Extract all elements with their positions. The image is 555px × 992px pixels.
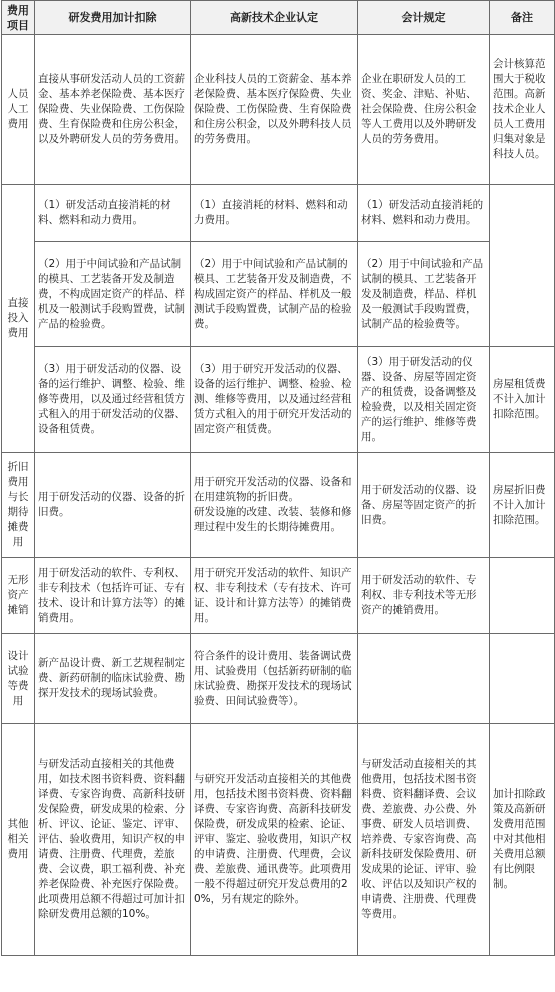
header-accounting-rules: 会计规定: [358, 1, 490, 35]
direct-3-rd: （3）用于研发活动的仪器、设备的运行维护、调整、检验、维修等费用，以及通过经营租赁方式租入的用于研发活动的仪器、设备租赁费。: [35, 347, 191, 453]
direct-2-rd: （2）用于中间试验和产品试制的模具、工艺装备开发及制造费，不构成固定资产的样品、样机及一般测试手段购置费，试制产品的检验费。: [35, 242, 191, 347]
row-depreciation: [2, 453, 555, 558]
row-intangible: [2, 558, 555, 634]
direct-1-acct: （1）研发活动直接消耗的材料、燃料和动力费用。: [358, 185, 490, 242]
personnel-note: 会计核算范围大于税收范围。高新技术企业人员人工费用归集对象是科技人员。: [490, 35, 555, 185]
intangible-rd: 用于研发活动的软件、专利权、非专利技术（包括许可证、专有技术、设计和计算方法等）的摊销费用。: [35, 558, 191, 634]
header-rd-deduction: 研发费用加计扣除: [35, 1, 191, 35]
category-personnel: 人员 人工 费用: [2, 35, 35, 185]
depreciation-note: 房屋折旧费不计入加计扣除范围。: [490, 453, 555, 558]
personnel-acct: 企业在职研发人员的工资、奖金、津贴、补贴、社会保险费、住房公积金等人工费用以及外聘研发人员的劳务费用。: [358, 35, 490, 185]
design-rd: 新产品设计费、新工艺规程制定费、新药研制的临床试验费、勘探开发技术的现场试验费。: [35, 634, 191, 724]
row-direct-1: [2, 185, 555, 242]
direct-1-hnte: （1）直接消耗的材料、燃料和动力费用。: [191, 185, 358, 242]
design-note: [490, 634, 555, 724]
direct-1-2-note: [490, 185, 555, 347]
row-direct-3: [2, 347, 555, 453]
row-other: [2, 724, 555, 956]
design-acct: [358, 634, 490, 724]
comparison-table: [1, 0, 555, 956]
other-acct: 与研发活动直接相关的其他费用，包括技术图书资料费、资料翻译费、会议费、差旅费、办公费、外事费、研发人员培训费、培养费、专家咨询费、高新科技研发保险费用、研发成果的论证、评审、验收、评估以及知识产权的申请费、注册费、代理费等费用。: [358, 724, 490, 956]
other-note: 加计扣除政策及高新研发费用范围中对其他相关费用总额有比例限制。: [490, 724, 555, 956]
intangible-note: [490, 558, 555, 634]
personnel-rd: 直接从事研发活动人员的工资薪金、基本养老保险费、基本医疗保险费、失业保险费、工伤保险费、生育保险费和住房公积金，以及外聘研发人员的劳务费用。: [35, 35, 191, 185]
personnel-hnte: 企业科技人员的工资薪金、基本养老保险费、基本医疗保险费、失业保险费、工伤保险费、生育保险费和住房公积金，以及外聘科技人员的劳务费用。: [191, 35, 358, 185]
direct-1-rd: （1）研发活动直接消耗的材料、燃料和动力费用。: [35, 185, 191, 242]
category-other: 其他 相关 费用: [2, 724, 35, 956]
header-hnte-recognition: 高新技术企业认定: [191, 1, 358, 35]
depreciation-rd: 用于研发活动的仪器、设备的折旧费。: [35, 453, 191, 558]
direct-3-note: 房屋租赁费不计入加计扣除范围。: [490, 347, 555, 453]
other-rd: 与研发活动直接相关的其他费用，如技术图书资料费、资料翻译费、专家咨询费、高新科技研发保险费，研发成果的检索、分析、评议、论证、鉴定、评审、评估、验收费用，知识产权的申请费、注册费、代理费，差旅费、会议费，职工福利费、补充养老保险费、补充医疗保险费。此项费用总额不得超过可加计扣除研发费用总额的10%。: [35, 724, 191, 956]
row-design: [2, 634, 555, 724]
intangible-hnte: 用于研究开发活动的软件、知识产权、非专利技术（专有技术、许可证、设计和计算方法等）的摊销费用。: [191, 558, 358, 634]
depreciation-hnte: 用于研究开发活动的仪器、设备和在用建筑物的折旧费。 研发设施的改建、改装、装修和修理过程中发生的长期待摊费用。: [191, 453, 358, 558]
row-direct-2: [2, 242, 555, 347]
design-hnte: 符合条件的设计费用、装备调试费用、试验费用（包括新药研制的临床试验费、勘探开发技术的现场试验费、田间试验费等）。: [191, 634, 358, 724]
direct-2-acct: （2）用于中间试验和产品试制的模具、工艺装备开发及制造费，样品、样机及一般测试手段购置费，试制产品的检验费等。: [358, 242, 490, 347]
category-depreciation: 折旧 费用 与长 期待 摊费 用: [2, 453, 35, 558]
intangible-acct: 用于研发活动的软件、专利权、非专利技术等无形资产的摊销费用。: [358, 558, 490, 634]
header-cost-item: 费用 项目: [2, 1, 35, 35]
header-row: [2, 1, 555, 35]
direct-3-acct: （3）用于研发活动的仪器、设备、房屋等固定资产的租赁费，设备调整及检验费，以及相关固定资产的运行维护、维修等费用。: [358, 347, 490, 453]
direct-3-hnte: （3）用于研究开发活动的仪器、设备的运行维护、调整、检验、检测、维修等费用，以及通过经营租赁方式租入的用于研究开发活动的固定资产租赁费。: [191, 347, 358, 453]
category-design: 设计 试验 等费 用: [2, 634, 35, 724]
direct-2-hnte: （2）用于中间试验和产品试制的模具、工艺装备开发及制造费，不构成固定资产的样品、样机及一般测试手段购置费，试制产品的检验费。: [191, 242, 358, 347]
header-remarks: 备注: [490, 1, 555, 35]
other-hnte: 与研究开发活动直接相关的其他费用，包括技术图书资料费、资料翻译费、专家咨询费、高新科技研发保险费，研发成果的检索、论证、评审、鉴定、验收费用，知识产权的申请费、注册费、代理费，会议费、差旅费、通讯费等。此项费用一般不得超过研究开发总费用的20%，另有规定的除外。: [191, 724, 358, 956]
category-direct: 直接 投入 费用: [2, 185, 35, 453]
category-intangible: 无形 资产 摊销: [2, 558, 35, 634]
row-personnel: [2, 35, 555, 185]
depreciation-acct: 用于研发活动的仪器、设备、房屋等固定资产的折旧费。: [358, 453, 490, 558]
